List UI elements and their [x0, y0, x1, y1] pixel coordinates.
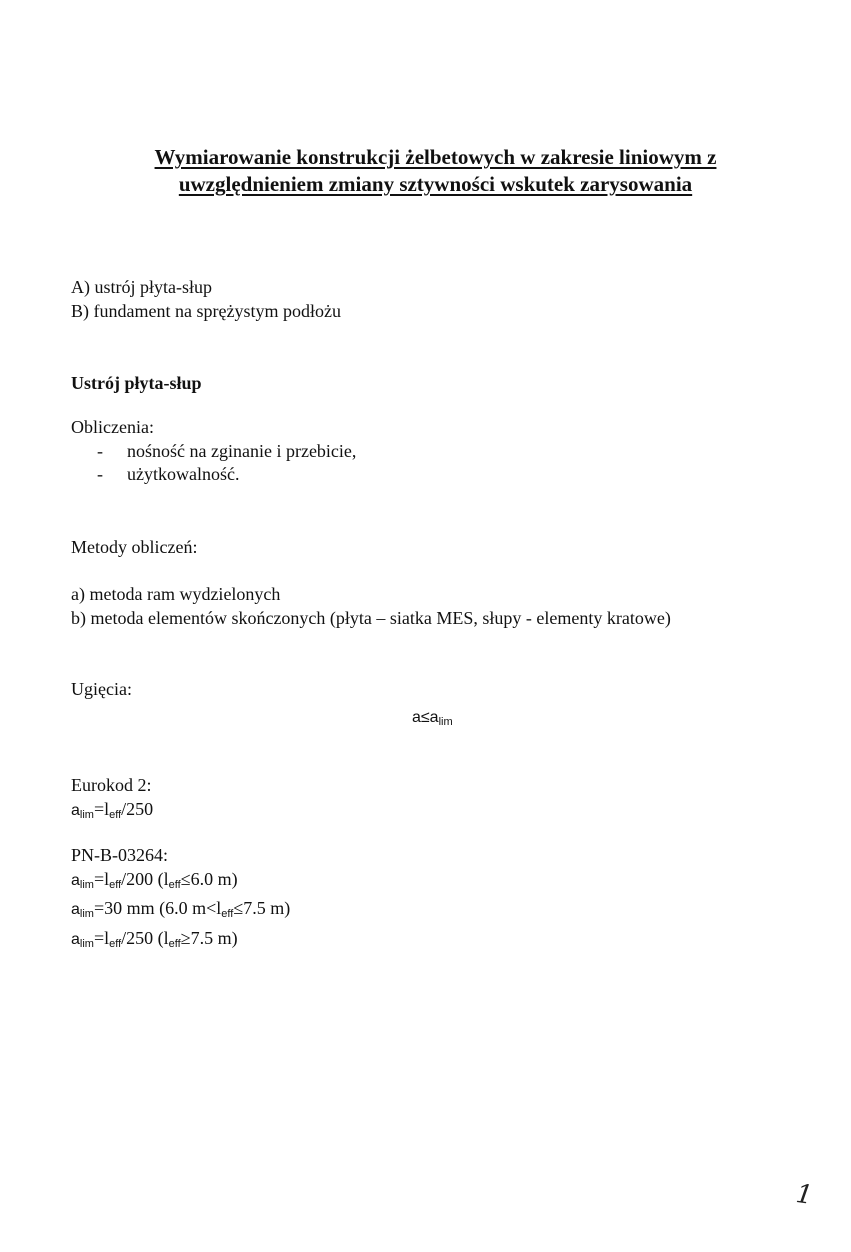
section-heading: Ustrój płyta-słup	[71, 373, 202, 393]
eurokod-label: Eurokod 2:	[71, 775, 152, 795]
ugiecia-label: Ugięcia:	[71, 679, 132, 699]
pn-formula-3: $a_{lim}=l_{eff}/250$ ($l_{eff}\ge 7.5$ m)	[71, 927, 238, 950]
intro-item-a: A) ustrój płyta-słup	[71, 277, 212, 297]
obliczenia-label: Obliczenia:	[71, 417, 154, 437]
pn-label: PN-B-03264:	[71, 845, 169, 865]
pn-formula-2: $a_{lim}=30$ mm (6.0 $m<l_{eff}\le 7.5$ m)	[71, 898, 291, 920]
metody-label: Metody obliczeń:	[71, 537, 198, 557]
metody-list	[71, 583, 671, 630]
obliczenia-item: - nośność na zginanie i przebicie,	[97, 440, 357, 461]
document-title	[60, 144, 811, 198]
obliczenia-block	[71, 416, 356, 487]
metody-item-b: b) metoda elementów skończonych (płyta – siatka MES, słupy - elementy kratowe)	[71, 607, 671, 628]
ugiecia-block	[71, 678, 132, 702]
eurokod-formula: $a_{lim}=l_{eff}/250$	[71, 798, 154, 821]
obliczenia-item: - użytkowalność.	[97, 464, 240, 484]
section-heading-block	[71, 372, 202, 396]
deflection-condition-formula: $a\le a_{lim}$	[412, 709, 453, 728]
intro-list	[71, 276, 341, 323]
eurokod-block	[71, 774, 153, 827]
intro-item-b: B) fundament na sprężystym podłożu	[71, 300, 341, 321]
metody-item-a: a) metoda ram wydzielonych	[71, 584, 281, 604]
page-number: 1	[793, 1178, 815, 1212]
title-line-2: uwzględnieniem zmiany sztywności wskutek zarysowania	[178, 172, 693, 196]
pn-block	[71, 844, 290, 956]
metody-label-block	[71, 536, 197, 560]
pn-formula-1: $a_{lim}=l_{eff}/200$ ($l_{eff}\le 6.0$ m)	[71, 868, 238, 891]
title-line-1: Wymiarowanie konstrukcji żelbetowych w zakresie liniowym z	[154, 145, 717, 169]
